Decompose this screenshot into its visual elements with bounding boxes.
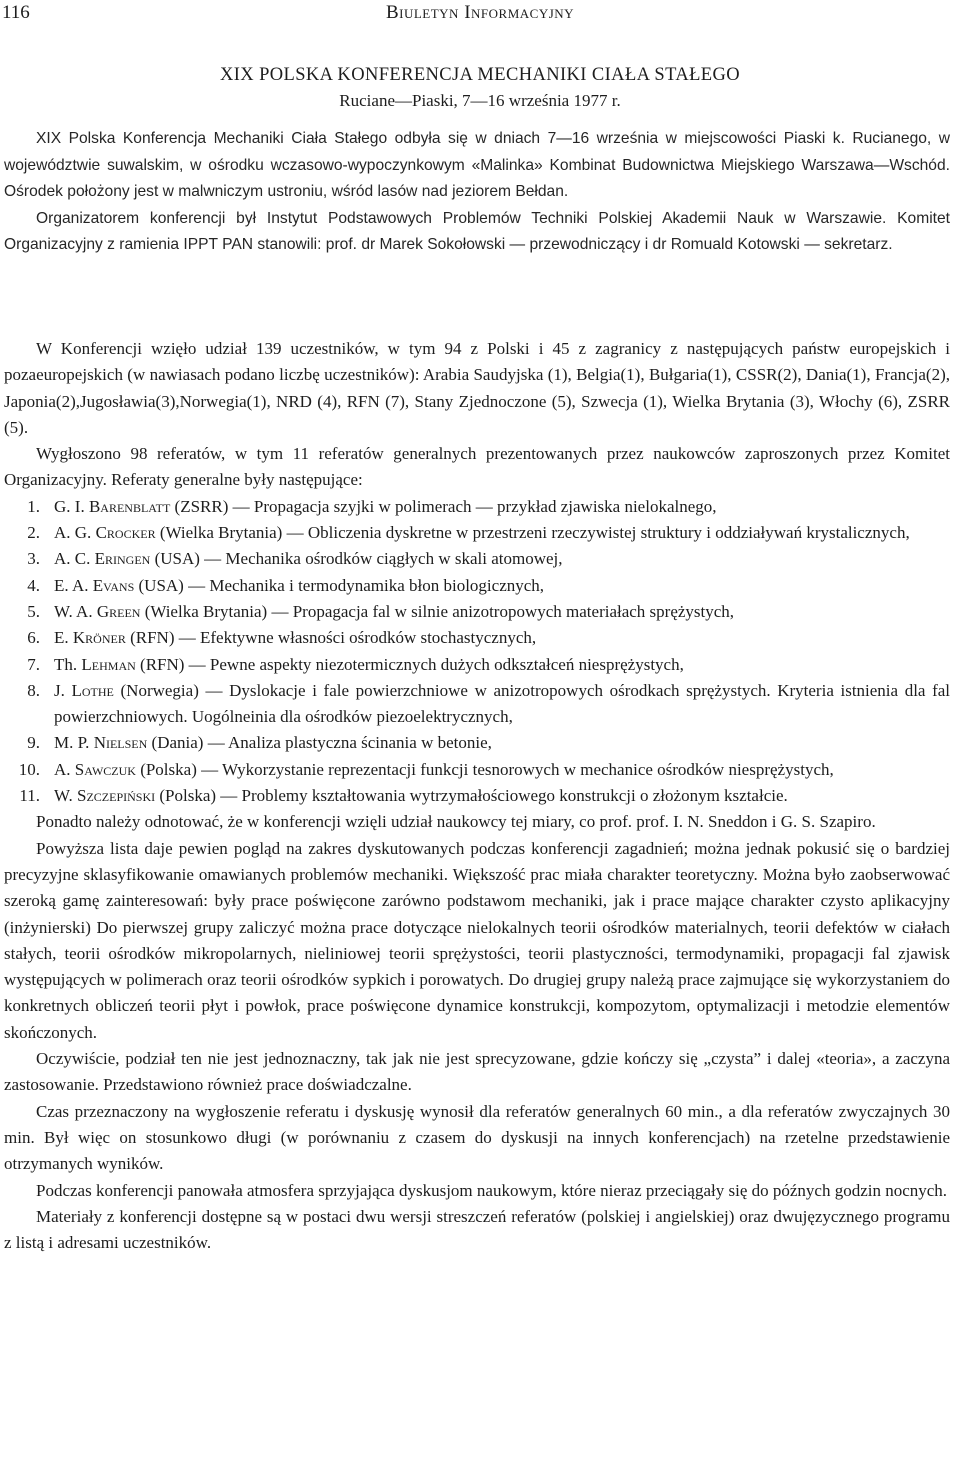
lecture-title: (RFN) — Efektywne własności ośrodków stochastycznych, xyxy=(130,628,537,648)
main-section xyxy=(4,336,950,1256)
lecture-author: Green xyxy=(96,601,141,621)
lecture-item xyxy=(4,546,950,572)
lecture-title: (ZSRR) — Propagacja szyjki w polimerach — przykład zjawiska nielokalnego, xyxy=(174,496,717,516)
lecture-item xyxy=(4,652,950,678)
lecture-title: (RFN) — Pewne aspekty niezotermicznych dużych odkształceń niesprężystych, xyxy=(140,654,684,674)
lecture-item xyxy=(4,625,950,651)
lecture-author: Lothe xyxy=(71,680,114,700)
lecture-initials: W. A. xyxy=(54,601,93,621)
paragraph-time: Czas przeznaczony na wygłoszenie referatu i dyskusję wynosił dla referatów generalnych 60 min., a dla referatów zwyczajnych 30 min. Był więc on stosunkowo długi (w porównaniu z czasem do dyskusji na innych konferencjach) na rzetelne przedstawienie otrzymanych wyników. xyxy=(4,1101,950,1174)
lecture-author: Szczepiński xyxy=(77,786,156,806)
lecture-number: 3. xyxy=(27,549,40,569)
lecture-item xyxy=(4,599,950,625)
intro-paragraph-location: XIX Polska Konferencja Mechaniki Ciała Stałego odbyła się w dniach 7—16 września w miejscowości Piaski k. Rucianego, w województwie suwalskim, w ośrodku wczasowo-wypoczynkowym «Malinka» Kombinat Budownictwa Miejskiego Warszawa—Wschód. Ośrodek położony jest w malwniczym ustroniu, wśród lasów nad jeziorem Bełdan. xyxy=(4,130,950,200)
lecture-author: Lehman xyxy=(81,654,136,674)
lecture-initials: Th. xyxy=(54,654,78,674)
lecture-number: 7. xyxy=(27,654,40,674)
lecture-title: (Polska) — Wykorzystanie reprezentacji funkcji tesnorowych w mechanice ośrodków niesprężystych, xyxy=(140,759,834,779)
lecture-number: 9. xyxy=(27,733,40,753)
lecture-item xyxy=(4,494,950,520)
lecture-title: (Norwegia) — Dyslokacje i fale powierzchniowe w anizotropowych ośrodkach sprężystych. Kryteria istnienia dla fal powierzchniowych. Uogólneinia dla ośrodków piezoelektrycznych, xyxy=(54,680,951,727)
lecture-initials: A. xyxy=(54,759,71,779)
lecture-number: 10. xyxy=(18,759,40,779)
running-head xyxy=(0,2,960,28)
article-title: XIX POLSKA KONFERENCJA MECHANIKI CIAŁA STAŁEGO xyxy=(219,65,741,85)
paragraph-materials: Materiały z konferencji dostępne są w postaci dwu wersji streszczeń referatów (polskiej i angielskiej) oraz dwujęzycznego programu z listą i adresami uczestników. xyxy=(4,1206,950,1253)
lecture-initials: W. xyxy=(54,786,73,806)
lecture-author: Eringen xyxy=(94,549,151,569)
article-subtitle: Ruciane—Piaski, 7—16 września 1977 r. xyxy=(339,91,621,110)
lecture-number: 11. xyxy=(19,786,40,806)
lecture-item xyxy=(4,730,950,756)
lecture-title: (Wielka Brytania) — Propagacja fal w silnie anizotropowych materiałach sprężystych, xyxy=(144,601,735,621)
paragraph-atmosphere: Podczas konferencji panowała atmosfera sprzyjająca dyskusjom naukowym, które nieraz przeciągały się do późnych godzin nocnych. xyxy=(36,1180,948,1200)
intro-paragraph-organizers: Organizatorem konferencji był Instytut Podstawowych Problemów Techniki Polskiej Akademii Nauk w Warszawie. Komitet Organizacyjny z ramienia IPPT PAN stanowili: prof. dr Marek Sokołowski — przewodniczący i dr Romuald Kotowski — sekretarz. xyxy=(4,209,950,253)
lecture-title: (USA) — Mechanika ośrodków ciągłych w skali atomowej, xyxy=(154,549,563,569)
lecture-item xyxy=(4,678,950,731)
lecture-author: Barenblatt xyxy=(88,496,171,516)
paragraph-topics: Powyższa lista daje pewien pogląd na zakres dyskutowanych podczas konferencji zagadnień; można jednak pokusić się o bardziej precyzyjne sklasyfikowanie omawianych problemów mechaniki. Większość prac miała charakter teoretyczny. Można było zaobserwować szeroką gamę zainteresowań: były prace poświęcone zarówno podstawom mechaniki, jak i prace mające charakter czysto aplikacyjny (inżynierski) Do pierwszej grupy zaliczyć można prace dotyczące nielokalnych teorii ośrodków materialnych, teorii defektów w ciałach stałych, teorii ośrodków mikropolarnych, nieliniowej teorii sprężystości, teorii plastyczności, termodynamiki, propagacji fal zjawisk występujących w polimerach oraz teorii ośrodków sypkich i porowatych. Do drugiej grupy należą prace zajmujące się wykorzystaniem do konkretnych obliczeń teorii płyt i powłok, prace poświęcone dynamice konstrukcji, kompozytom, optymalizacji i metodzie elementów skończonych. xyxy=(4,838,950,1042)
lecture-title: (USA) — Mechanika i termodynamika błon biologicznych, xyxy=(138,575,545,595)
paragraph-lectures-intro: Wygłoszono 98 referatów, w tym 11 referatów generalnych prezentowanych przez naukowców zaproszonych przez Komitet Organizacyjny. Referaty generalne były następujące: xyxy=(4,444,950,490)
lecture-title: (Polska) — Problemy kształtowania wytrzymałościowego konstrukcji o złożonym kształcie. xyxy=(159,786,788,806)
paragraph-participants: W Konferencji wzięło udział 139 uczestników, w tym 94 z Polski i 45 z zagranicy z następujących państw europejskich i pozaeuropejskich (w nawiasach podano liczbę uczestników): Arabia Saudyjska (1), Belgia(1), Bułgaria(1), CSSR(2), Dania(1), Francja(2), Japonia(2),Jugosławia(3),Norwegia(1), NRD (4), RFN (7), Stany Zjednoczone (5), Szwecja (1), Wielka Brytania (3), Włochy (6), ZSRR (5). xyxy=(4,339,950,437)
lecture-item xyxy=(4,783,950,809)
lecture-item xyxy=(4,520,950,546)
lecture-initials: G. I. xyxy=(54,496,85,516)
lecture-author: Crocker xyxy=(95,523,156,543)
page-number: 116 xyxy=(2,2,30,23)
lecture-number: 1. xyxy=(27,496,40,516)
lecture-list xyxy=(4,494,950,810)
lecture-initials: A. G. xyxy=(54,523,92,543)
lecture-author: Nielsen xyxy=(93,733,148,753)
lecture-title: (Dania) — Analiza plastyczna ścinania w betonie, xyxy=(151,733,492,753)
paragraph-notable-guests: Ponadto należy odnotować, że w konferencji wzięli udział naukowcy tej miary, co prof. prof. I. N. Sneddon i G. S. Szapiro. xyxy=(36,812,876,832)
lecture-number: 4. xyxy=(27,575,40,595)
lecture-author: Evans xyxy=(92,575,135,595)
lecture-initials: A. C. xyxy=(54,549,91,569)
lecture-initials: E. xyxy=(54,628,69,648)
lecture-item xyxy=(4,757,950,783)
paragraph-classification: Oczywiście, podział ten nie jest jednoznaczny, tak jak nie jest sprecyzowane, gdzie kończy się „czysta” i dalej «teoria», a zaczyna zastosowanie. Przedstawiono również prace doświadczalne. xyxy=(4,1049,950,1095)
lecture-number: 2. xyxy=(27,523,40,543)
lecture-author: Sawczuk xyxy=(74,759,136,779)
journal-title: Biuletyn Informacyjny xyxy=(385,2,575,23)
lecture-initials: J. xyxy=(54,680,65,700)
lecture-author: Kröner xyxy=(72,628,126,648)
lecture-item xyxy=(4,573,950,599)
intro-section xyxy=(4,126,950,259)
lecture-title: (Wielka Brytania) — Obliczenia dyskretne w przestrzeni rzeczywistej struktury i oddziaływań krystalicznych, xyxy=(159,523,910,543)
lecture-initials: E. A. xyxy=(54,575,89,595)
lecture-initials: M. P. xyxy=(54,733,90,753)
title-block xyxy=(0,62,960,114)
lecture-number: 5. xyxy=(27,601,40,621)
lecture-number: 6. xyxy=(27,628,40,648)
lecture-number: 8. xyxy=(27,680,40,700)
